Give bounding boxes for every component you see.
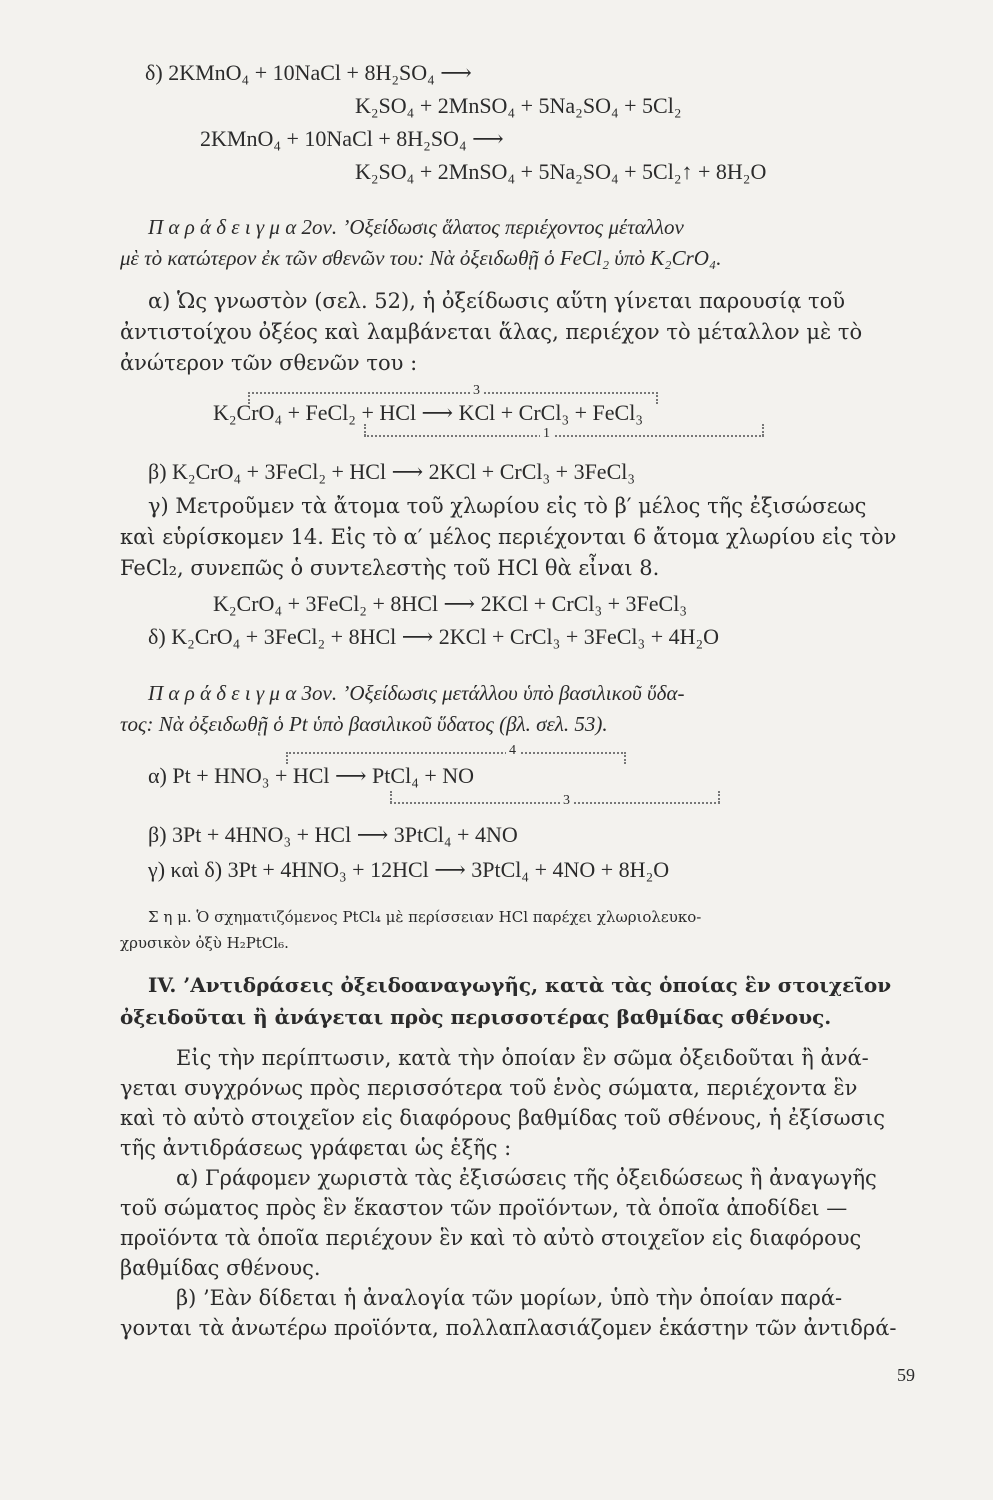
paragraph-line: ἀνώτερον τῶν σθενῶν του : [120,351,418,375]
paragraph-line: α) Ὡς γνωστὸν (σελ. 52), ἡ ὀξείδωσις αὕτη γίνεται παρουσίᾳ τοῦ [148,289,846,313]
bracket-line [248,392,658,394]
bracket-tick [390,791,392,803]
equation-line: 2KMnO₄ + 10NaCl + 8H₂SO₄ ⟶ [200,126,504,151]
paragraph-line: ἀντιστοίχου ὀξέος καὶ λαμβάνεται ἅλας, περιέχον τὸ μέταλλον μὲ τὸ [120,320,863,344]
paragraph-line: γ) Μετροῦμεν τὰ ἄτομα τοῦ χλωρίου εἰς τὸ β′ μέλος τῆς ἐξισώσεως [148,494,867,518]
equation-line: γ) καὶ δ) 3Pt + 4HNO₃ + 12HCl ⟶ 3PtCl₄ + 4NO + 8H₂O [148,857,670,882]
paragraph-line: τοῦ σώματος πρὸς ἓν ἕκαστον τῶν προϊόντων, τὰ ὁποῖα ἀποδίδει — [120,1196,848,1220]
section-heading: IV. ’Αντιδράσεις ὀξειδοαναγωγῆς, κατὰ τὰς ὁποίας ἓν στοιχεῖον [148,973,892,997]
bracket-tick [624,752,626,764]
paragraph-line: β) ’Εὰν δίδεται ἡ ἀναλογία τῶν μορίων, ὑπὸ τὴν ὁποίαν παρά- [176,1286,843,1310]
equation-line: β) K₂CrO₄ + 3FeCl₂ + HCl ⟶ 2KCl + CrCl₃ + 3FeCl₃ [148,459,636,484]
paragraph-line: βαθμίδας σθένους. [120,1256,321,1280]
section-heading: ὀξειδοῦται ἢ ἀνάγεται πρὸς περισσοτέρας βαθμίδας σθένους. [120,1005,832,1029]
bracket-tick [656,392,658,404]
bracket-line [286,752,626,754]
paragraph-line: FeCl₂, συνεπῶς ὁ συντελεστὴς τοῦ HCl θὰ εἶναι 8. [120,556,660,580]
bracket-line [364,435,764,437]
page-number: 59 [897,1365,915,1385]
example-heading: Π α ρ ά δ ε ι γ μ α 3ον. ’Οξείδωσις μετάλλου ὑπὸ βασιλικοῦ ὕδα- [148,681,685,705]
bracket-tick [718,791,720,803]
electron-count-mark: 3 [560,793,573,809]
note-line: Σ η μ. Ὁ σχηματιζόμενος PtCl₄ μὲ περίσσειαν HCl παρέχει χλωριολευκο- [148,908,702,926]
paragraph-line: καὶ τὸ αὐτὸ στοιχεῖον εἰς διαφόρους βαθμίδας τοῦ σθένους, ἡ ἐξίσωσις [120,1106,886,1130]
paragraph-line: α) Γράφομεν χωριστὰ τὰς ἐξισώσεις τῆς ὀξειδώσεως ἢ ἀναγωγῆς [176,1166,877,1190]
electron-count-mark: 4 [506,743,519,759]
note-line: χρυσικὸν ὀξὺ H₂PtCl₆. [120,934,289,952]
paragraph-line: Εἰς τὴν περίπτωσιν, κατὰ τὴν ὁποίαν ἓν σῶμα ὀξειδοῦται ἢ ἀνά- [176,1046,869,1070]
equation-line: K₂SO₄ + 2MnSO₄ + 5Na₂SO₄ + 5Cl₂ [355,93,682,118]
bracket-line [390,802,720,804]
equation-line: α) Pt + HNO₃ + HCl ⟶ PtCl₄ + NO [148,763,475,788]
paragraph-line: τῆς ἀντιδράσεως γράφεται ὡς ἑξῆς : [120,1136,512,1160]
equation-line: K₂CrO₄ + FeCl₂ + HCl ⟶ KCl + CrCl₃ + FeCl₃ [213,400,643,425]
equation-line: K₂SO₄ + 2MnSO₄ + 5Na₂SO₄ + 5Cl₂↑ + 8H₂O [355,159,767,184]
paragraph-line: προϊόντα τὰ ὁποῖα περιέχουν ἓν καὶ τὸ αὐτὸ στοιχεῖον εἰς διαφόρους [120,1226,862,1250]
equation-line: δ) 2KMnO₄ + 10NaCl + 8H₂SO₄ ⟶ [145,60,472,85]
equation-line: K₂CrO₄ + 3FeCl₂ + 8HCl ⟶ 2KCl + CrCl₃ + 3FeCl₃ [213,591,687,616]
electron-count-mark: 1 [540,426,553,442]
paragraph-line: γεται συγχρόνως πρὸς περισσότερα τοῦ ἑνὸς σώματα, περιέχοντα ἓν [120,1076,858,1100]
bracket-tick [762,424,764,436]
example-heading: Π α ρ ά δ ε ι γ μ α 2ον. ’Οξείδωσις ἅλατος περιέχοντος μέταλλον [148,215,684,239]
bracket-tick [364,424,366,436]
equation-line: δ) K₂CrO₄ + 3FeCl₂ + 8HCl ⟶ 2KCl + CrCl₃ + 3FeCl₃ + 4H₂O [148,624,720,649]
equation-line: β) 3Pt + 4HNO₃ + HCl ⟶ 3PtCl₄ + 4NO [148,822,518,847]
paragraph-line: καὶ εὑρίσκομεν 14. Εἰς τὸ α′ μέλος περιέχονται 6 ἄτομα χλωρίου εἰς τὸν [120,525,897,549]
example-heading: μὲ τὸ κατώτερον ἐκ τῶν σθενῶν του: Νὰ ὀξειδωθῇ ὁ FeCl₂ ὑπὸ K₂CrO₄. [120,246,722,270]
electron-count-mark: 3 [470,383,483,399]
paragraph-line: γονται τὰ ἀνωτέρω προϊόντα, πολλαπλασιάζομεν ἑκάστην τῶν ἀντιδρά- [120,1316,897,1340]
example-heading: τος: Νὰ ὀξειδωθῇ ὁ Pt ὑπὸ βασιλικοῦ ὕδατος (βλ. σελ. 53). [120,712,608,736]
